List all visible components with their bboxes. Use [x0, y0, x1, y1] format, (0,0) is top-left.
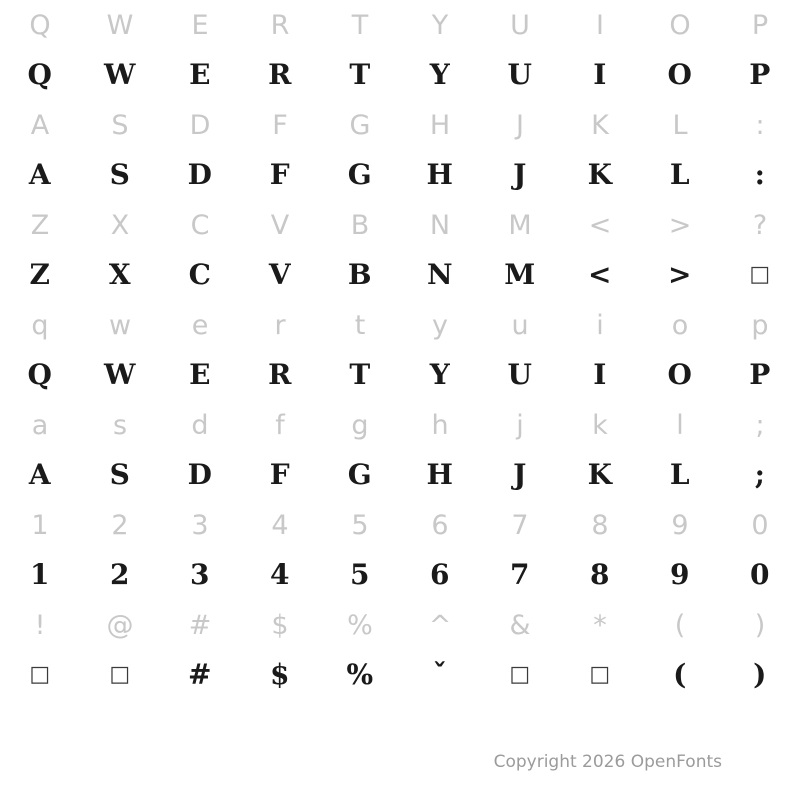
glyph-cell: : — [755, 109, 765, 141]
glyph-cell: A — [28, 458, 52, 491]
sample-row-1 — [0, 50, 800, 100]
glyph-cell: 2 — [111, 509, 129, 541]
glyph-cell: 7 — [511, 509, 529, 541]
glyph-cell: S — [109, 158, 131, 191]
glyph-cell: T — [349, 58, 371, 91]
glyph-cell: J — [513, 458, 527, 491]
glyph-cell: ? — [752, 209, 768, 241]
glyph-cell: V — [270, 209, 290, 241]
glyph-cell: y — [432, 309, 448, 341]
glyph-cell: J — [513, 158, 527, 191]
glyph-cell: D — [189, 109, 211, 141]
glyph-cell: : — [754, 158, 766, 191]
glyph-cell: u — [511, 309, 529, 341]
glyph-cell: R — [270, 9, 290, 41]
glyph-cell: I — [593, 58, 607, 91]
glyph-cell: & — [509, 609, 531, 641]
reference-row-5 — [0, 400, 800, 450]
glyph-cell: 5 — [350, 558, 370, 591]
glyph-cell: 6 — [430, 558, 450, 591]
glyph-cell: j — [516, 409, 524, 441]
glyph-cell: X — [110, 209, 130, 241]
glyph-cell: > — [668, 209, 692, 241]
glyph-cell: K — [587, 158, 613, 191]
glyph-cell: H — [426, 158, 454, 191]
glyph-cell: d — [191, 409, 209, 441]
glyph-cell: 0 — [750, 558, 770, 591]
glyph-cell: L — [672, 109, 688, 141]
glyph-cell: > — [668, 258, 692, 291]
glyph-cell: p — [751, 309, 769, 341]
glyph-cell: R — [268, 358, 292, 391]
glyph-cell: I — [593, 358, 607, 391]
glyph-cell: e — [191, 309, 209, 341]
glyph-cell: T — [351, 9, 369, 41]
glyph-cell: I — [596, 9, 604, 41]
sample-row-3 — [0, 250, 800, 300]
reference-row-7 — [0, 600, 800, 650]
glyph-cell: H — [429, 109, 451, 141]
glyph-cell: L — [669, 158, 691, 191]
glyph-cell-missing: □ — [29, 662, 51, 687]
glyph-cell: 5 — [351, 509, 369, 541]
glyph-cell: D — [187, 158, 213, 191]
copyright-notice: Copyright 2026 OpenFonts — [493, 752, 722, 772]
glyph-cell: ; — [755, 409, 765, 441]
glyph-cell: 4 — [271, 509, 289, 541]
glyph-cell: K — [591, 109, 609, 141]
glyph-cell: ( — [673, 658, 687, 691]
glyph-cell: M — [504, 258, 536, 291]
glyph-cell: 9 — [670, 558, 690, 591]
glyph-cell: B — [350, 209, 370, 241]
glyph-cell: E — [189, 358, 211, 391]
glyph-cell: A — [28, 158, 52, 191]
glyph-cell: 6 — [431, 509, 449, 541]
glyph-cell: 7 — [510, 558, 530, 591]
glyph-cell: # — [188, 609, 212, 641]
glyph-cell: * — [593, 609, 607, 641]
reference-row-1 — [0, 0, 800, 50]
glyph-cell: D — [187, 458, 213, 491]
glyph-cell: 2 — [110, 558, 130, 591]
reference-row-3 — [0, 200, 800, 250]
glyph-cell: G — [347, 458, 373, 491]
glyph-cell: 9 — [671, 509, 689, 541]
glyph-cell: K — [587, 458, 613, 491]
glyph-cell: l — [676, 409, 684, 441]
glyph-cell-missing: □ — [749, 262, 771, 287]
glyph-cell: P — [751, 9, 769, 41]
glyph-cell: ) — [754, 609, 766, 641]
glyph-cell: $ — [271, 609, 289, 641]
glyph-cell: Y — [431, 9, 449, 41]
glyph-cell: H — [426, 458, 454, 491]
glyph-cell: O — [667, 358, 693, 391]
glyph-cell: T — [349, 358, 371, 391]
glyph-cell: S — [109, 458, 131, 491]
glyph-cell: F — [272, 109, 288, 141]
glyph-cell: 8 — [590, 558, 610, 591]
glyph-cell: 1 — [30, 558, 50, 591]
glyph-cell: W — [104, 58, 136, 91]
glyph-cell: r — [274, 309, 286, 341]
sample-row-2 — [0, 150, 800, 200]
glyph-cell: 1 — [31, 509, 49, 541]
glyph-cell: g — [351, 409, 369, 441]
glyph-cell: S — [111, 109, 129, 141]
glyph-cell: G — [349, 109, 371, 141]
glyph-cell: $ — [270, 658, 290, 691]
glyph-cell: w — [108, 309, 132, 341]
glyph-cell: E — [191, 9, 209, 41]
glyph-cell: W — [104, 358, 136, 391]
glyph-cell: 3 — [190, 558, 210, 591]
glyph-cell: ) — [753, 658, 767, 691]
glyph-cell: @ — [106, 609, 134, 641]
glyph-cell: h — [431, 409, 449, 441]
glyph-cell: i — [596, 309, 604, 341]
glyph-cell: X — [108, 258, 132, 291]
glyph-cell: f — [275, 409, 285, 441]
glyph-cell: % — [346, 658, 374, 691]
glyph-cell-missing: □ — [589, 662, 611, 687]
glyph-cell: ^ — [428, 609, 452, 641]
glyph-cell: 8 — [591, 509, 609, 541]
glyph-cell: ! — [34, 609, 46, 641]
glyph-cell: < — [588, 209, 612, 241]
glyph-cell: Y — [429, 358, 451, 391]
glyph-cell: < — [588, 258, 612, 291]
glyph-cell: Q — [27, 358, 53, 391]
glyph-cell: 4 — [270, 558, 290, 591]
glyph-cell: Z — [30, 209, 50, 241]
glyph-cell: a — [31, 409, 49, 441]
glyph-cell: C — [188, 258, 212, 291]
glyph-cell: P — [749, 58, 771, 91]
glyph-cell: s — [112, 409, 128, 441]
glyph-cell: E — [189, 58, 211, 91]
glyph-cell: k — [592, 409, 608, 441]
glyph-cell: L — [669, 458, 691, 491]
glyph-cell: N — [429, 209, 451, 241]
reference-row-2 — [0, 100, 800, 150]
glyph-cell: W — [106, 9, 134, 41]
glyph-cell: P — [749, 358, 771, 391]
glyph-cell: O — [667, 58, 693, 91]
glyph-cell: V — [268, 258, 292, 291]
glyph-cell: F — [269, 458, 291, 491]
glyph-cell: F — [269, 158, 291, 191]
reference-row-4 — [0, 300, 800, 350]
glyph-cell: C — [190, 209, 210, 241]
glyph-cell: Z — [29, 258, 51, 291]
glyph-cell-missing: □ — [509, 662, 531, 687]
glyph-cell: t — [354, 309, 366, 341]
glyph-cell: U — [507, 358, 533, 391]
glyph-cell: # — [188, 658, 212, 691]
glyph-cell: A — [30, 109, 50, 141]
sample-row-4 — [0, 350, 800, 400]
glyph-cell: U — [507, 58, 533, 91]
glyph-cell: 0 — [751, 509, 769, 541]
glyph-cell: Y — [429, 58, 451, 91]
glyph-cell: N — [426, 258, 454, 291]
glyph-cell: B — [347, 258, 373, 291]
sample-row-5 — [0, 450, 800, 500]
glyph-cell: G — [347, 158, 373, 191]
glyph-cell: o — [671, 309, 689, 341]
glyph-cell: 3 — [191, 509, 209, 541]
glyph-cell: Q — [29, 9, 51, 41]
glyph-cell: % — [347, 609, 373, 641]
sample-row-7 — [0, 650, 800, 700]
glyph-cell: Q — [27, 58, 53, 91]
glyph-cell-missing: □ — [109, 662, 131, 687]
glyph-cell: R — [268, 58, 292, 91]
glyph-cell: ( — [674, 609, 686, 641]
glyph-cell: ˇ — [432, 658, 448, 691]
glyph-cell: ; — [754, 458, 766, 491]
glyph-cell: U — [510, 9, 530, 41]
sample-row-6 — [0, 550, 800, 600]
glyph-cell: O — [669, 9, 691, 41]
glyph-cell: J — [516, 109, 524, 141]
reference-row-6 — [0, 500, 800, 550]
glyph-cell: q — [31, 309, 49, 341]
glyph-cell: M — [508, 209, 532, 241]
